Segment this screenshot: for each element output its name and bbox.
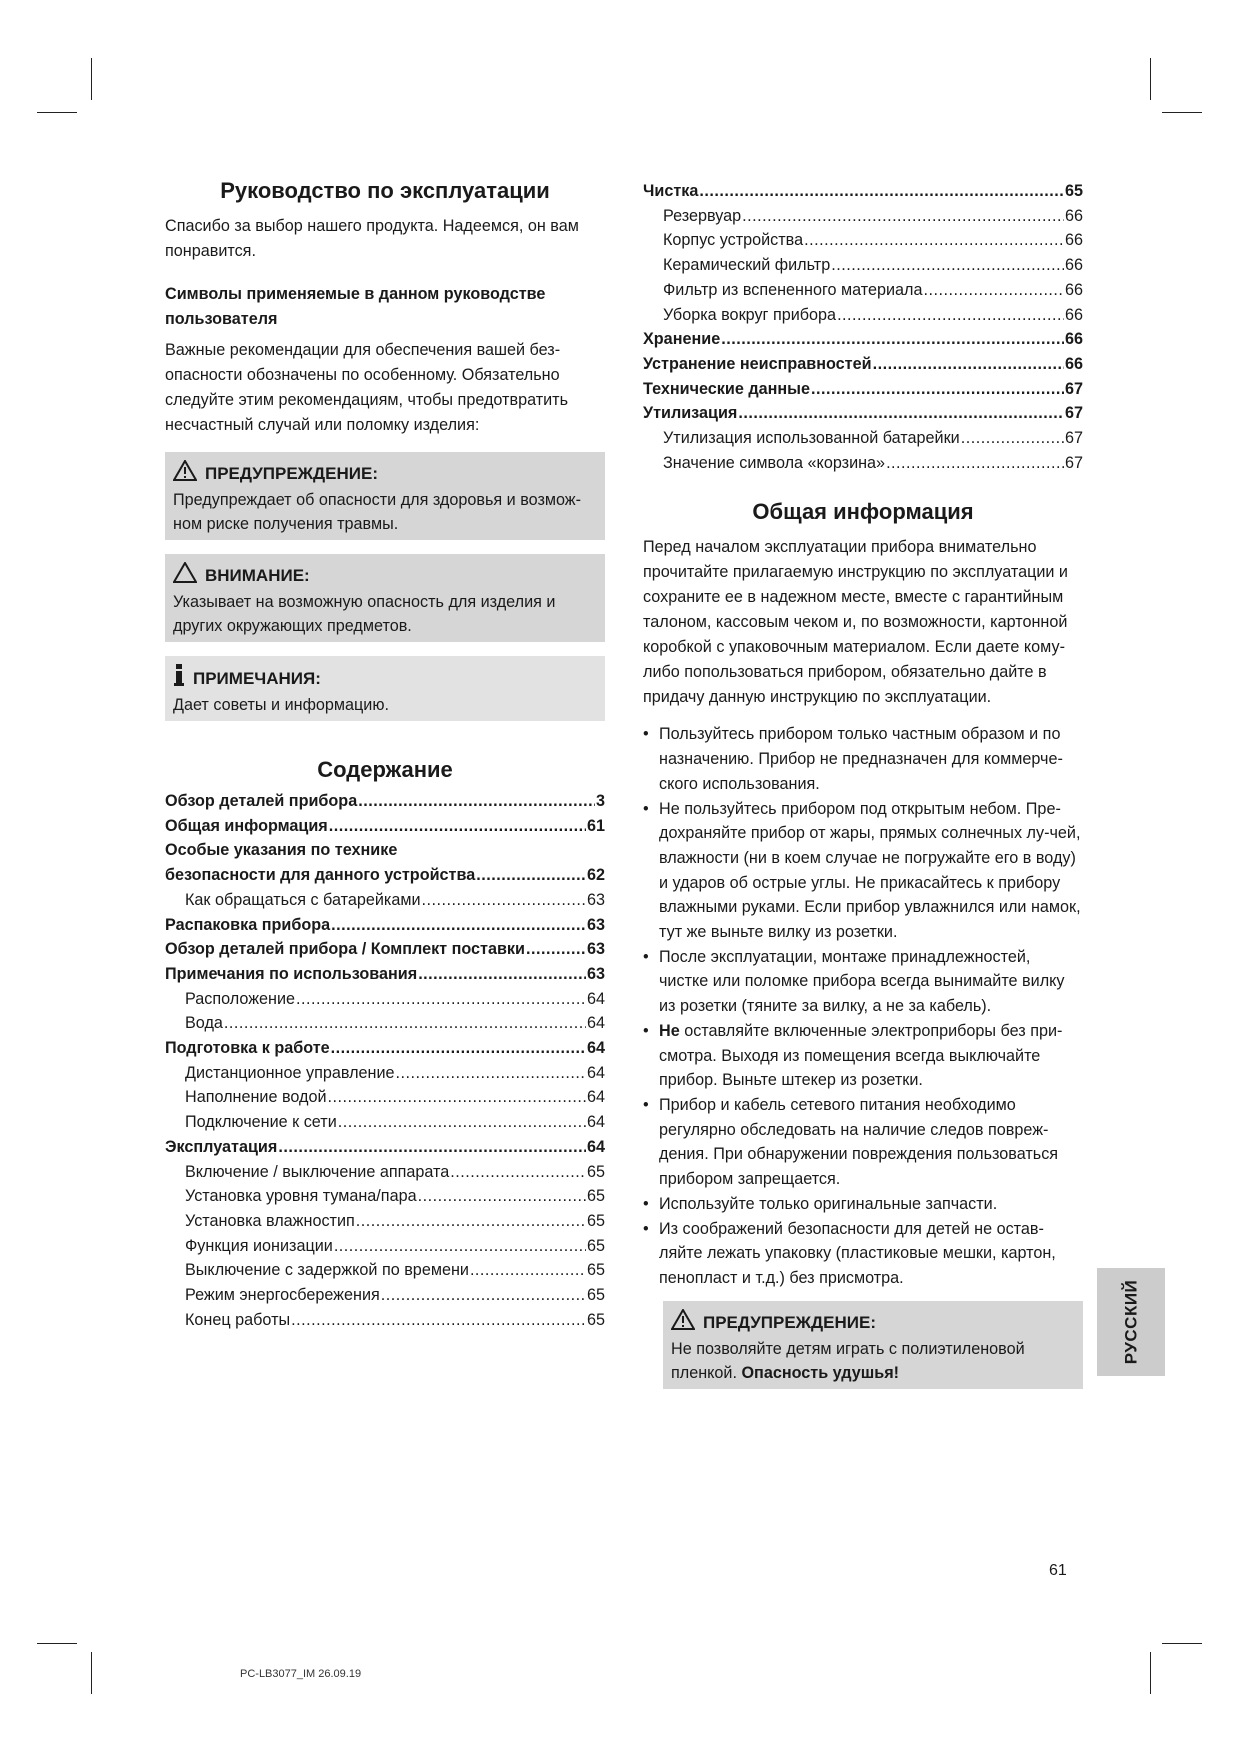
caution-title-row (173, 562, 597, 590)
notes-title: ПРИМЕЧАНИЯ: (193, 668, 321, 688)
toc-leader-dots (224, 1011, 586, 1036)
caution-text: Указывает на возможную опасность для изделия и других окружающих предметов. (173, 593, 556, 635)
toc-entry (643, 253, 1083, 278)
toc-entry-page: 63 (586, 964, 605, 983)
toc-entry-label: Вода (185, 1014, 223, 1033)
toc-entry-label: Как обращаться с батарейками (185, 890, 421, 909)
toc-entry (165, 987, 605, 1012)
toc-entry-label: Подключение к сети (185, 1113, 337, 1132)
toc-entry (165, 1135, 605, 1160)
toc-entry (165, 1160, 605, 1185)
toc-entry (165, 814, 605, 839)
child-warning-text-block (671, 1337, 1075, 1385)
toc-entry-label: Устранение неисправностей (643, 354, 872, 373)
toc-entry-page: 67 (1064, 453, 1083, 472)
toc-entry-page: 66 (1064, 330, 1083, 349)
toc-entry-page: 63 (586, 890, 605, 909)
toc-entry (165, 863, 605, 888)
bullet-item: • Прибор и кабель сетевого питания необходимо регулярно обследовать на наличие следов повреж-дения. При обнаружении повреждения пользоваться прибором запрещается. (643, 1093, 1083, 1192)
toc-entry-page: 63 (586, 940, 605, 959)
toc-leader-dots (422, 888, 586, 913)
toc-leader-dots (358, 789, 595, 814)
toc-entry (643, 352, 1083, 377)
child-warning-title: ПРЕДУПРЕЖДЕНИЕ: (703, 1312, 876, 1332)
toc-entry (165, 789, 605, 814)
toc-leader-dots (381, 1283, 586, 1308)
crop-mark (91, 58, 92, 100)
toc-leader-dots (356, 1209, 586, 1234)
intro-text: Спасибо за выбор нашего продукта. Надеемся, он вам понравится. (165, 217, 579, 260)
symbols-text: Важные рекомендации для обеспечения вашей без-опасности обозначены по особенному. Обязательно следуйте этим рекомендациям, чтобы предотвратить несчастный случай или поломку изделия: (165, 341, 569, 434)
page-title: Руководство по эксплуатации (220, 178, 550, 203)
toc-entry-label: Общая информация (165, 816, 328, 835)
toc-leader-dots (811, 377, 1064, 402)
toc-entry (643, 278, 1083, 303)
toc-entry (165, 1308, 605, 1333)
caution-box (165, 554, 605, 642)
child-warning-text: Не позволяйте детям играть с полиэтиленовой пленкой. (671, 1339, 1025, 1382)
toc-entry (643, 451, 1083, 476)
toc-leader-dots (418, 962, 586, 987)
toc-entry-label: Хранение (643, 330, 721, 349)
toc-entry-page: 64 (586, 1039, 605, 1058)
toc-entry-page: 65 (586, 1310, 605, 1329)
toc-entry-page: 63 (586, 915, 605, 934)
toc-entry-page: 3 (595, 792, 605, 810)
bullet-item: • Из соображений безопасности для детей не остав-ляйте лежать упаковку (пластиковые мешки, картон, пенопласт и т.д.) без присмотра. (643, 1217, 1083, 1291)
toc-entry-page: 64 (586, 989, 605, 1008)
general-info-title: Общая информация (752, 499, 974, 525)
toc-entry-page: 64 (586, 1113, 605, 1132)
symbols-heading: Символы применяемые в данном руководстве пользователя (165, 285, 546, 328)
crop-mark (37, 1643, 77, 1644)
toc-leader-dots (329, 814, 586, 839)
toc-leader-dots (804, 228, 1064, 253)
bullet-item: • Используйте только оригинальные запчасти. (643, 1192, 1083, 1217)
toc-entry-page: 66 (1064, 256, 1083, 275)
toc-entry-page: 65 (586, 1162, 605, 1181)
toc-leader-dots (396, 1061, 586, 1086)
toc-entry-label: Керамический фильтр (663, 256, 831, 275)
toc-entry-label: Утилизация (643, 404, 738, 423)
toc-entry-page: 66 (1064, 231, 1083, 250)
bullet-item: • Не пользуйтесь прибором под открытым небом. Пре-дохраняйте прибор от жары, прямых солнечных лу-чей, влажности (ни в коем случае не погружайте его в воду) и ударов об острые углы. Не прикасайтесь к прибору влажными руками. Если прибор увлажнился или намок, тут же выньте вилку из розетки. (643, 797, 1083, 945)
toc-entry (643, 179, 1083, 204)
safety-bullet-list (643, 722, 1083, 1290)
toc-entry-label: Обзор деталей прибора (165, 792, 358, 810)
language-tab (1097, 1268, 1165, 1376)
toc-entry-label: Установка уровня тумана/пара (185, 1187, 417, 1206)
toc-entry-page: 64 (586, 1014, 605, 1033)
toc-entry-label: Режим энергосбережения (185, 1286, 380, 1305)
toc-entry-label: Резервуар (663, 206, 742, 225)
toc-entry (165, 937, 605, 962)
toc-leader-dots (476, 863, 586, 888)
toc-entry-label: Особые указания по технике (165, 841, 398, 860)
toc-entry-label: Функция ионизации (185, 1236, 333, 1255)
toc-entry-page: 65 (586, 1286, 605, 1305)
toc-entry-label: Расположение (185, 989, 296, 1008)
toc-entry (165, 888, 605, 913)
crop-mark (1162, 112, 1202, 113)
toc-entry-page: 66 (1064, 305, 1083, 324)
toc-leader-dots (470, 1258, 586, 1283)
footer-code: PC-LB3077_IM 26.09.19 (240, 1668, 362, 1680)
caution-triangle-icon (173, 562, 197, 590)
toc-entry (643, 327, 1083, 352)
toc-entry (643, 228, 1083, 253)
notes-text: Дает советы и информацию. (173, 696, 389, 714)
notes-box (165, 656, 605, 721)
toc-entry-page: 65 (586, 1211, 605, 1230)
crop-mark (1162, 1643, 1202, 1644)
warning-title: ПРЕДУПРЕЖДЕНИЕ: (205, 464, 378, 483)
toc-leader-dots (418, 1184, 586, 1209)
toc-entry-page: 66 (1064, 280, 1083, 299)
toc-entry (165, 838, 605, 863)
toc-entry (165, 1061, 605, 1086)
toc-leader-dots (721, 327, 1064, 352)
info-icon (173, 664, 185, 693)
toc-entry (165, 913, 605, 938)
toc-left (165, 789, 605, 1332)
toc-entry-page: 67 (1064, 379, 1083, 398)
toc-leader-dots (873, 352, 1064, 377)
toc-leader-dots (331, 913, 586, 938)
toc-entry (165, 1209, 605, 1234)
toc-entry-page: 65 (1064, 182, 1083, 200)
notes-title-row (173, 664, 597, 693)
toc-entry-label: Примечания по использования (165, 964, 418, 983)
toc-entry (165, 1110, 605, 1135)
toc-entry (165, 1234, 605, 1259)
crop-mark (1150, 58, 1151, 100)
toc-leader-dots (831, 253, 1064, 278)
crop-mark (37, 112, 77, 113)
toc-entry-label: Выключение с задержкой по времени (185, 1261, 469, 1280)
toc-entry (643, 303, 1083, 328)
toc-entry-page: 62 (586, 866, 605, 885)
toc-entry-label: Дистанционное управление (185, 1063, 395, 1082)
toc-entry (643, 377, 1083, 402)
right-column (643, 179, 1083, 1389)
toc-entry-page: 66 (1064, 206, 1083, 225)
toc-entry-page: 64 (586, 1063, 605, 1082)
toc-leader-dots (837, 303, 1064, 328)
toc-leader-dots (328, 1085, 586, 1110)
warning-triangle-icon (671, 1309, 695, 1337)
child-warning-bold: Опасность удушья! (741, 1363, 900, 1382)
toc-entry-label: Конец работы (185, 1310, 291, 1329)
toc-leader-dots (296, 987, 586, 1012)
bullet-text: оставляйте включенные электроприборы без при-смотра. Выходя из помещения всегда выключайте прибор. Выньте штекер из розетки. (659, 1021, 1063, 1090)
caution-title: ВНИМАНИЕ: (205, 566, 310, 585)
toc-entry-page: 67 (1064, 429, 1083, 448)
toc-entry (165, 962, 605, 987)
toc-leader-dots (334, 1234, 586, 1259)
toc-entry-label: Чистка (643, 182, 699, 200)
warning-title-row (173, 460, 597, 488)
toc-leader-dots (278, 1135, 586, 1160)
toc-entry-label: Технические данные (643, 379, 811, 398)
toc-entry-label: Подготовка к работе (165, 1039, 330, 1058)
toc-entry-label: Распаковка прибора (165, 915, 331, 934)
bullet-bold-prefix: Не (659, 1021, 680, 1040)
toc-entry-page: 65 (586, 1187, 605, 1206)
toc-entry-label: безопасности для данного устройства (165, 866, 476, 885)
toc-entry-label: Установка влажностип (185, 1211, 355, 1230)
language-label: РУССКИЙ (1121, 1279, 1140, 1365)
toc-leader-dots (526, 937, 586, 962)
toc-right (643, 179, 1083, 475)
left-column (165, 178, 605, 1332)
toc-entry-page: 61 (586, 816, 605, 835)
toc-leader-dots (961, 426, 1064, 451)
toc-entry-page: 66 (1064, 354, 1083, 373)
page-number: 61 (1049, 1562, 1067, 1579)
toc-leader-dots (924, 278, 1064, 303)
bullet-item (643, 1019, 1083, 1093)
toc-entry-page: 64 (586, 1137, 605, 1156)
toc-leader-dots (338, 1110, 586, 1135)
toc-leader-dots (886, 451, 1064, 476)
toc-entry (643, 204, 1083, 229)
toc-entry-label: Обзор деталей прибора / Комплект поставки (165, 940, 525, 959)
toc-entry-page: 64 (586, 1088, 605, 1107)
toc-leader-dots (331, 1036, 586, 1061)
toc-entry (643, 426, 1083, 451)
child-warning-title-row (671, 1309, 1075, 1337)
child-warning-box (663, 1301, 1083, 1389)
crop-mark (1150, 1652, 1151, 1694)
toc-leader-dots (450, 1160, 586, 1185)
bullet-item: • Пользуйтесь прибором только частным образом и по назначению. Прибор не предназначен для коммерче-ского использования. (643, 722, 1083, 796)
toc-entry (643, 401, 1083, 426)
toc-entry-page: 65 (586, 1236, 605, 1255)
toc-entry (165, 1036, 605, 1061)
warning-text: Предупреждает об опасности для здоровья и возмож-ном риске получения травмы. (173, 491, 582, 533)
toc-entry-label: Эксплуатация (165, 1137, 278, 1156)
toc-entry-label: Утилизация использованной батарейки (663, 429, 960, 448)
toc-entry-page: 65 (586, 1261, 605, 1280)
toc-entry (165, 1085, 605, 1110)
toc-leader-dots (291, 1308, 586, 1333)
toc-entry-label: Включение / выключение аппарата (185, 1162, 450, 1181)
general-info-text: Перед началом эксплуатации прибора внимательно прочитайте прилагаемую инструкцию по эксплуатации и сохраните ее в надежном месте, вместе с гарантийным талоном, кассовым чеком и, по возможности, картонной коробкой с упаковочным материалом. Если даете кому-либо попользоваться прибором, обязательно дайте в придачу данную инструкцию по эксплуатации. (643, 538, 1068, 707)
crop-mark (91, 1652, 92, 1694)
toc-entry (165, 1283, 605, 1308)
toc-entry-label: Фильтр из вспененного материала (663, 280, 923, 299)
toc-entry (165, 1011, 605, 1036)
toc-title: Содержание (317, 757, 453, 782)
toc-leader-dots (699, 179, 1064, 204)
toc-entry-label: Уборка вокруг прибора (663, 305, 837, 324)
toc-entry (165, 1184, 605, 1209)
toc-entry-label: Корпус устройства (663, 231, 804, 250)
warning-triangle-icon (173, 460, 197, 488)
bullet-item: • После эксплуатации, монтаже принадлежностей, чистке или поломке прибора всегда вынимайте вилку из розетки (тяните за вилку, а не за кабель). (643, 945, 1083, 1019)
warning-box (165, 452, 605, 540)
toc-leader-dots (742, 204, 1064, 229)
toc-entry-label: Наполнение водой (185, 1088, 327, 1107)
toc-entry-page: 67 (1064, 404, 1083, 423)
toc-entry-label: Значение символа «корзина» (663, 453, 886, 472)
toc-entry (165, 1258, 605, 1283)
toc-leader-dots (738, 401, 1064, 426)
